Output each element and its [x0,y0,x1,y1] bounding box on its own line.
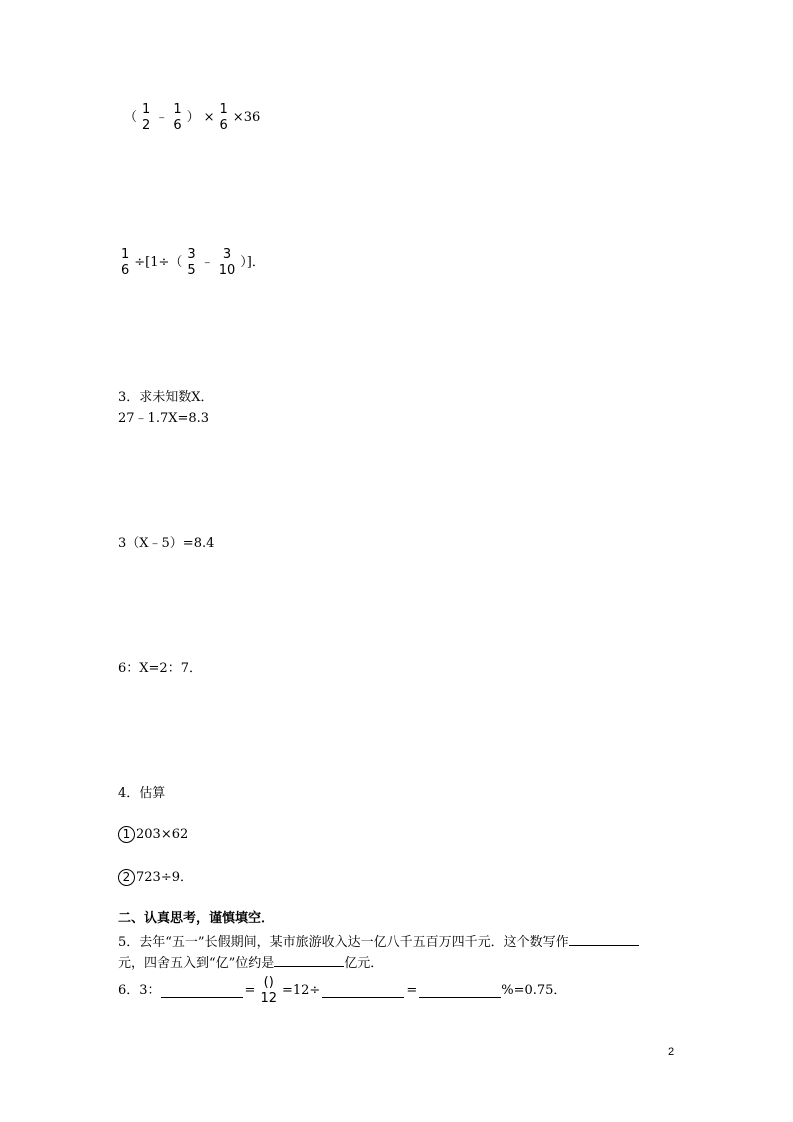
q4-item-2-text: 723÷9． [136,870,193,885]
q6-text-b: =12÷ [282,982,321,998]
q6-blank-1[interactable] [161,983,243,998]
fraction-1-6: 1 6 [173,102,182,133]
q5-line-2 [118,952,383,972]
fraction-3-10: 3 10 [218,247,236,278]
q6-blank-2[interactable] [322,983,404,998]
fraction-blank-12: () 12 [260,975,277,1006]
expression-1 [122,102,262,133]
times-sign: × [203,109,215,125]
q5-blank-1[interactable] [569,931,639,946]
q3-equation-3: 6：X=2：7． [118,661,202,676]
fraction-3-5: 3 5 [187,247,196,278]
q4-title: 4．估算 [118,786,166,801]
q3-equation-1: 27﹣1.7X=8.3 [118,411,210,426]
expr1-tail: ×36 [232,109,261,125]
q5-blank-2[interactable] [274,952,344,967]
q5-text-2: 元，四舍五入到“亿”位约是 [118,956,275,971]
section-2-heading: 二、认真思考，谨慎填空． [118,911,275,926]
expr2-tail: ）]． [240,254,265,270]
page-number: 2 [668,1046,675,1058]
expression-2 [118,247,267,278]
expr2-mid: ÷[1÷（ [134,254,183,270]
right-paren: ） [186,109,200,125]
q5-text-3: 亿元． [344,956,384,971]
left-paren: （ [124,109,138,125]
q5-text-1: 5．去年“五一”长假期间，某市旅游收入达一亿八千五百万四千元．这个数写作 [118,935,569,950]
minus-sign-2: ﹣ [200,254,214,270]
q6-equals-1: = [244,982,256,998]
fraction-1-6-c: 1 6 [121,247,130,278]
fraction-1-6-b: 1 6 [219,102,228,133]
q5-line-1 [118,931,639,951]
q6-blank-3[interactable] [419,983,501,998]
fraction-1-2: 1 2 [142,102,151,133]
q6-equals-2: = [406,982,418,998]
q6-text-a: 6．3： [118,982,161,998]
minus-sign: ﹣ [155,109,169,125]
q4-item-1-text: 203×62 [136,827,189,842]
q6-text-c: %=0.75． [501,982,567,998]
q6-line [118,975,566,1006]
q4-item-2 [118,869,193,886]
circled-number-1: 1 [118,826,135,843]
circled-number-2: 2 [118,869,135,886]
q4-item-1 [118,826,188,843]
q3-equation-2: 3（X﹣5）=8.4 [118,536,215,551]
q3-title: 3．求未知数X． [118,390,214,405]
